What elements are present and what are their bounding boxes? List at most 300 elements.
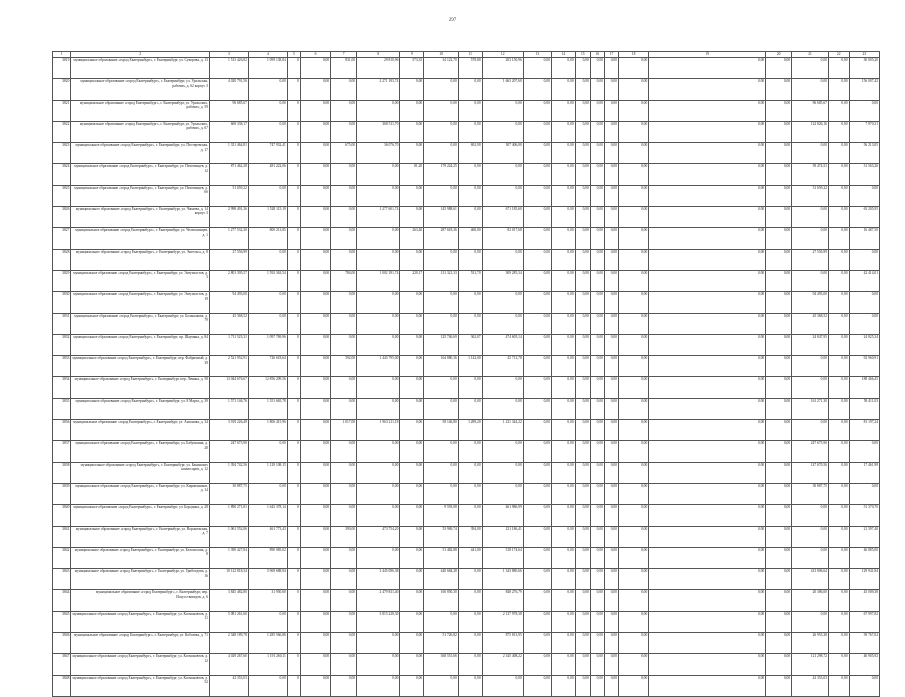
table-cell: 0,00	[828, 654, 849, 675]
table-cell: 0,00	[458, 675, 482, 696]
table-cell: 0,00	[604, 505, 618, 526]
table-cell: 0,00	[590, 611, 604, 632]
table-cell: 592,00	[331, 356, 357, 377]
table-cell: 0,00	[649, 611, 766, 632]
table-cell: 1 571 146,76	[209, 398, 248, 419]
table-cell: 0,00	[551, 79, 575, 100]
table-cell: 0	[287, 270, 300, 291]
table-cell: 0,00	[523, 441, 551, 462]
table-cell: 0,00	[400, 654, 424, 675]
table-cell: 0,00	[424, 100, 459, 121]
table-cell: 871 462,28	[209, 164, 248, 185]
table-cell: 0,00	[575, 185, 590, 206]
table-cell: 0,00	[649, 526, 766, 547]
table-cell: 0,00	[649, 377, 766, 398]
table-cell: 0	[287, 675, 300, 696]
table-cell: 179 224,25	[424, 164, 459, 185]
table-cell: 0,00	[357, 100, 400, 121]
table-cell: 0,00	[828, 483, 849, 504]
table-cell: 0,00	[828, 526, 849, 547]
table-cell: 0,00	[766, 164, 792, 185]
table-cell: 0,00	[300, 100, 330, 121]
table-cell: 0,00	[575, 633, 590, 654]
table-cell: 0,00	[575, 313, 590, 334]
table-row	[53, 377, 880, 398]
table-cell: 0,00	[849, 441, 880, 462]
table-cell: 0,00	[604, 121, 618, 142]
table-cell: 0,00	[792, 526, 829, 547]
table-cell: 0,00	[551, 58, 575, 79]
table-row	[53, 313, 880, 334]
table-cell: 1 061 552,06	[209, 526, 248, 547]
table-cell: 0,00	[792, 58, 829, 79]
row-address: муниципальное образование «город Екатеринбург», г. Екатеринбург, ул. Уральская, рабочих, д. 62 корпус 3	[71, 79, 210, 100]
page-number: 297	[448, 18, 457, 23]
table-cell: 440 684,28	[424, 569, 459, 590]
table-cell: 0,00	[331, 207, 357, 228]
row-address: муниципальное образование «город Екатеринбург», г. Екатеринбург, ул. Уральских, рабочих, д. 59	[71, 100, 210, 121]
table-cell: 24 825,34	[849, 334, 880, 355]
table-cell: 0,00	[331, 590, 357, 611]
table-cell: 0	[287, 207, 300, 228]
table-cell: 0,00	[604, 334, 618, 355]
table-cell: 0,00	[766, 143, 792, 164]
table-cell: 0,00	[649, 164, 766, 185]
column-number: 23	[849, 52, 880, 58]
table-cell: 31 563,26	[849, 164, 880, 185]
table-row	[53, 79, 880, 100]
table-cell: 0,00	[331, 654, 357, 675]
table-cell: 0,00	[424, 313, 459, 334]
table-cell: 309 285,34	[482, 270, 523, 291]
table-cell: 0,00	[849, 249, 880, 270]
table-cell: 0,00	[482, 100, 523, 121]
table-cell: 27 556,99	[209, 249, 248, 270]
table-cell: 0,00	[357, 398, 400, 419]
table-cell: 121 298,72	[792, 654, 829, 675]
table-cell: 0,00	[649, 483, 766, 504]
row-address: муниципальное образование «город Екатеринбург», г. Екатеринбург, ул. Энтузиастов, д. 3	[71, 270, 210, 291]
row-number: 3843	[53, 569, 71, 590]
table-cell: 0,00	[357, 377, 400, 398]
table-cell: 0	[287, 121, 300, 142]
table-cell: 0	[287, 313, 300, 334]
table-cell: 0,00	[551, 398, 575, 419]
table-cell: 0,00	[828, 207, 849, 228]
table-cell: 0,00	[357, 441, 400, 462]
table-cell: 0	[287, 185, 300, 206]
table-cell: 1 277 532,30	[209, 228, 248, 249]
table-cell: 0	[287, 228, 300, 249]
column-number: 16	[590, 52, 604, 58]
table-cell: 0,00	[458, 292, 482, 313]
table-cell: 0,00	[618, 143, 648, 164]
table-cell: 0,00	[523, 590, 551, 611]
table-cell: 0,00	[400, 377, 424, 398]
table-cell: 0,00	[424, 675, 459, 696]
table-cell: 122 826,16	[792, 121, 829, 142]
table-cell: 0	[287, 569, 300, 590]
table-cell: 0,00	[828, 58, 849, 79]
table-cell: 0,00	[551, 249, 575, 270]
table-cell: 0	[287, 292, 300, 313]
table-cell: 0,00	[604, 675, 618, 696]
table-cell: 0,00	[849, 100, 880, 121]
row-number: 3832	[53, 334, 71, 355]
row-address: муниципальное образование «город Екатеринбург», г. Екатеринбург, ул. Энгельса, д. 8	[71, 249, 210, 270]
table-cell: 0	[287, 58, 300, 79]
table-cell: 0,00	[766, 249, 792, 270]
table-cell: 0,00	[828, 270, 849, 291]
table-cell: 0,00	[523, 292, 551, 313]
table-cell: 0,00	[523, 121, 551, 142]
table-cell: 0,00	[590, 228, 604, 249]
table-cell: 0,00	[458, 505, 482, 526]
table-row	[53, 505, 880, 526]
table-cell: 0,00	[400, 590, 424, 611]
table-cell: 0,00	[331, 164, 357, 185]
table-cell: 0,00	[400, 185, 424, 206]
table-cell: 1 711 523,31	[209, 334, 248, 355]
table-cell: 0,00	[828, 547, 849, 568]
table-cell: 0,00	[424, 462, 459, 483]
table-cell: 0,00	[618, 377, 648, 398]
table-cell: 45 368,52	[792, 313, 829, 334]
table-cell: 0,00	[551, 590, 575, 611]
table-cell: 0,00	[523, 143, 551, 164]
table-cell: 0,00	[590, 590, 604, 611]
table-row	[53, 590, 880, 611]
table-cell: 0,00	[357, 547, 400, 568]
table-cell: 0,00	[575, 121, 590, 142]
table-cell: 0,00	[523, 633, 551, 654]
table-cell: 30 005,20	[849, 58, 880, 79]
table-cell: 0,00	[604, 398, 618, 419]
table-cell: 0,00	[300, 356, 330, 377]
table-cell: 1 890 271,81	[209, 505, 248, 526]
row-address: муниципальное образование «город Екатеринбург», г. Екатеринбург, пр. Шаумяна, д. 84	[71, 334, 210, 355]
table-cell: 0,00	[828, 249, 849, 270]
table-cell: 0,00	[828, 79, 849, 100]
table-cell: 1 017,00	[331, 420, 357, 441]
row-number: 3822	[53, 121, 71, 142]
table-cell: 147 670,56	[792, 462, 829, 483]
table-cell: 0,00	[424, 611, 459, 632]
row-address: муниципальное образование «город Екатеринбург», г. Екатеринбург, ул. Космонавтов, д. 12	[71, 654, 210, 675]
table-cell: 0,00	[551, 207, 575, 228]
table-cell: 1 129 108,15	[248, 462, 287, 483]
table-cell: 1 289,20	[458, 420, 482, 441]
table-cell: 0,00	[551, 675, 575, 696]
table-cell: 51 659,22	[792, 185, 829, 206]
table-cell: 0,00	[482, 313, 523, 334]
table-cell: 0,00	[575, 143, 590, 164]
table-cell: 0,00	[649, 398, 766, 419]
table-cell: 0,00	[766, 569, 792, 590]
table-cell: 0,00	[590, 270, 604, 291]
table-cell: 46 905,92	[849, 654, 880, 675]
table-cell: 0,00	[590, 334, 604, 355]
table-cell: 0,00	[400, 483, 424, 504]
table-cell: 0,00	[400, 420, 424, 441]
table-cell: 890 085,02	[248, 547, 287, 568]
table-cell: 0,00	[300, 313, 330, 334]
table-cell: 0,00	[300, 249, 330, 270]
table-cell: 42 353,03	[209, 675, 248, 696]
table-cell: 0,00	[357, 675, 400, 696]
table-cell: 26 953,30	[792, 633, 829, 654]
column-number: 15	[575, 52, 590, 58]
row-address: муниципальное образование «город Екатеринбург», г. Екатеринбург, ул. Уральских, рабочих, д. 67	[71, 121, 210, 142]
table-row	[53, 633, 880, 654]
table-cell: 0	[287, 420, 300, 441]
table-cell: 0,00	[331, 79, 357, 100]
table-cell: 0,00	[551, 462, 575, 483]
table-cell: 0,00	[424, 441, 459, 462]
row-number: 3847	[53, 654, 71, 675]
table-cell: 0,00	[424, 398, 459, 419]
table-cell: 0,00	[458, 164, 482, 185]
table-cell: 0,00	[590, 654, 604, 675]
table-cell: 848 276,79	[482, 590, 523, 611]
table-cell: 0,00	[618, 100, 648, 121]
table-cell: 0,00	[523, 313, 551, 334]
table-cell: 0,00	[604, 356, 618, 377]
table-cell: 0,00	[618, 547, 648, 568]
table-cell: 0,00	[828, 505, 849, 526]
table-cell: 413 806,64	[792, 569, 829, 590]
table-cell: 0,00	[766, 270, 792, 291]
table-cell: 0,00	[604, 79, 618, 100]
table-cell: 0,00	[300, 143, 330, 164]
table-cell: 4 029 267,60	[209, 654, 248, 675]
table-cell: 578,80	[458, 58, 482, 79]
table-cell: 0,00	[590, 292, 604, 313]
table-cell: 45 368,52	[209, 313, 248, 334]
table-cell: 0,00	[424, 292, 459, 313]
row-number: 3826	[53, 207, 71, 228]
table-cell: 0,00	[590, 121, 604, 142]
table-cell: 669 338,17	[209, 121, 248, 142]
table-cell: 0,00	[575, 270, 590, 291]
table-cell: 0,00	[458, 121, 482, 142]
table-cell: 0,00	[357, 292, 400, 313]
table-cell: 81,20	[400, 164, 424, 185]
table-row	[53, 270, 880, 291]
table-cell: 0,00	[424, 143, 459, 164]
table-row	[53, 356, 880, 377]
table-cell: 0,00	[604, 164, 618, 185]
row-number: 3821	[53, 100, 71, 121]
table-cell: 0,00	[551, 292, 575, 313]
row-address: муниципальное образование «город Екатеринбург», г. Екатеринбург, ул. Чапаева, д. 14 корпус 3	[71, 207, 210, 228]
table-cell: 0,00	[649, 228, 766, 249]
table-cell: 0	[287, 526, 300, 547]
table-cell: 0,00	[300, 79, 330, 100]
table-cell: 0,00	[649, 590, 766, 611]
table-cell: 0,00	[828, 462, 849, 483]
table-cell: 0,00	[300, 207, 330, 228]
table-cell: 29 810,96	[357, 58, 400, 79]
table-cell: 0,00	[300, 633, 330, 654]
table-cell: 0	[287, 590, 300, 611]
table-cell: 0,00	[551, 441, 575, 462]
table-cell: 0,00	[575, 249, 590, 270]
table-cell: 65 205,95	[849, 207, 880, 228]
table-cell: 0,00	[331, 398, 357, 419]
table-cell: 36 076,70	[357, 143, 400, 164]
table-cell: 0,00	[618, 505, 648, 526]
table-cell: 0,00	[649, 633, 766, 654]
table-cell: 0,00	[523, 526, 551, 547]
table-cell: 0,00	[248, 292, 287, 313]
table-cell: 0,00	[649, 143, 766, 164]
table-cell: 726 618,64	[248, 356, 287, 377]
table-cell: 0,00	[551, 483, 575, 504]
table-cell: 0,00	[248, 121, 287, 142]
table-row	[53, 654, 880, 675]
table-cell: 0,00	[424, 121, 459, 142]
table-cell: 0,00	[766, 611, 792, 632]
table-cell: 17 461,98	[849, 462, 880, 483]
table-cell: 0,00	[575, 79, 590, 100]
table-cell: 0,00	[766, 675, 792, 696]
table-cell: 0,00	[828, 313, 849, 334]
table-cell: 0,00	[618, 249, 648, 270]
table-cell: 16 487,50	[849, 228, 880, 249]
table-cell: 474 605,14	[482, 334, 523, 355]
table-cell: 0,00	[523, 356, 551, 377]
table-cell: 287 618,36	[424, 228, 459, 249]
table-row	[53, 569, 880, 590]
row-address: муниципальное образование «город Екатеринбург», г. Екатеринбург, ул. Пехотинцев, д. 6б	[71, 185, 210, 206]
table-cell: 0,00	[575, 441, 590, 462]
table-cell: 0,00	[331, 100, 357, 121]
table-cell: 1 231 344,22	[482, 420, 523, 441]
table-cell: 0,00	[523, 505, 551, 526]
table-cell: 0,00	[458, 483, 482, 504]
table-cell: 1 528 115,19	[248, 207, 287, 228]
row-number: 3835	[53, 398, 71, 419]
table-cell: 3 919 226,49	[209, 420, 248, 441]
row-address: муниципальное образование «город Екатеринбург», г. Екатеринбург, пер. Фабричный, д. 39	[71, 356, 210, 377]
table-cell: 0,00	[575, 164, 590, 185]
table-cell: 0,00	[649, 420, 766, 441]
table-cell: 10 122 818,34	[209, 569, 248, 590]
table-cell: 0,00	[604, 185, 618, 206]
table-cell: 0,00	[331, 483, 357, 504]
table-cell: 0,00	[482, 121, 523, 142]
table-cell: 0,00	[575, 526, 590, 547]
row-number: 3820	[53, 79, 71, 100]
table-cell: 220,17	[400, 270, 424, 291]
table-cell: 0,00	[604, 377, 618, 398]
table-cell: 0,00	[300, 505, 330, 526]
table-cell: 0,00	[523, 207, 551, 228]
table-cell: 0,00	[766, 526, 792, 547]
table-cell: 160 850,30	[424, 590, 459, 611]
table-cell: 441,00	[458, 547, 482, 568]
table-cell: 0,00	[604, 441, 618, 462]
table-cell: 368 551,66	[424, 654, 459, 675]
table-cell: 0,00	[424, 249, 459, 270]
table-cell: 0,00	[248, 79, 287, 100]
table-cell: 0,00	[828, 334, 849, 355]
table-cell: 0,00	[604, 292, 618, 313]
table-cell: 0,00	[575, 611, 590, 632]
table-cell: 1 331 464,81	[209, 143, 248, 164]
table-cell: 0,00	[523, 270, 551, 291]
table-cell: 0,00	[400, 121, 424, 142]
table-cell: 0,00	[248, 313, 287, 334]
table-cell: 125 746,69	[424, 334, 459, 355]
table-cell: 0,00	[649, 462, 766, 483]
table-cell: 0,00	[766, 58, 792, 79]
table-cell: 0,00	[331, 249, 357, 270]
table-cell: 0,00	[766, 633, 792, 654]
table-cell: 0,00	[575, 377, 590, 398]
table-cell: 161 271,30	[792, 398, 829, 419]
table-cell: 0,00	[828, 100, 849, 121]
table-cell: 56 213,05	[849, 143, 880, 164]
table-cell: 0,00	[424, 185, 459, 206]
row-number: 3823	[53, 143, 71, 164]
table-cell: 46 885,00	[849, 547, 880, 568]
row-number: 3834	[53, 377, 71, 398]
row-address: муниципальное образование «город Екатеринбург», г. Екатеринбург, ул. Пехотинцев, д. 12	[71, 164, 210, 185]
table-cell: 0,00	[482, 249, 523, 270]
table-cell: 0,00	[523, 334, 551, 355]
table-cell: 0,00	[849, 675, 880, 696]
table-cell: 0,00	[357, 505, 400, 526]
table-cell: 0	[287, 505, 300, 526]
table-cell: 0,00	[618, 420, 648, 441]
table-cell: 0,00	[590, 633, 604, 654]
table-cell: 0	[287, 377, 300, 398]
table-cell: 0,00	[766, 292, 792, 313]
table-cell: 2 479 831,40	[357, 590, 400, 611]
table-cell: 0,00	[458, 79, 482, 100]
table-cell: 1 097 769,96	[248, 334, 287, 355]
table-cell: 0,00	[604, 313, 618, 334]
table-cell: 390,00	[331, 526, 357, 547]
table-cell: 0,00	[618, 79, 648, 100]
table-row	[53, 483, 880, 504]
table-cell: 5 081 261,60	[209, 611, 248, 632]
table-row	[53, 547, 880, 568]
table-cell: 0,00	[828, 143, 849, 164]
table-cell: 30 887,75	[209, 483, 248, 504]
table-cell: 203 150,96	[482, 58, 523, 79]
data-table	[52, 51, 880, 697]
table-cell: 0,00	[649, 334, 766, 355]
table-cell: 0,00	[331, 292, 357, 313]
row-address: муниципальное образование «город Екатеринбург», г. Екатеринбург, ул. Кобозева, д. 71	[71, 633, 210, 654]
table-cell: 0,00	[458, 313, 482, 334]
row-address: муниципальное образование «город Екатеринбург», г. Екатеринбург, ул. Воронежская, д. 7	[71, 526, 210, 547]
table-cell: 0,00	[590, 675, 604, 696]
table-cell: 0,00	[604, 569, 618, 590]
table-cell: 0,00	[458, 611, 482, 632]
row-address: муниципальное образование «город Екатеринбург», г. Екатеринбург, пер. Искусствоведов, д. 6	[71, 590, 210, 611]
table-row	[53, 164, 880, 185]
table-cell: 0,00	[300, 462, 330, 483]
row-address: муниципальное образование «город Екатеринбург», г. Екатеринбург, ул. Пестеревская, д. 17	[71, 143, 210, 164]
table-cell: 461 773,43	[248, 526, 287, 547]
table-cell: 1 285 566,86	[248, 633, 287, 654]
row-number: 3833	[53, 356, 71, 377]
table-cell: 0,00	[766, 441, 792, 462]
